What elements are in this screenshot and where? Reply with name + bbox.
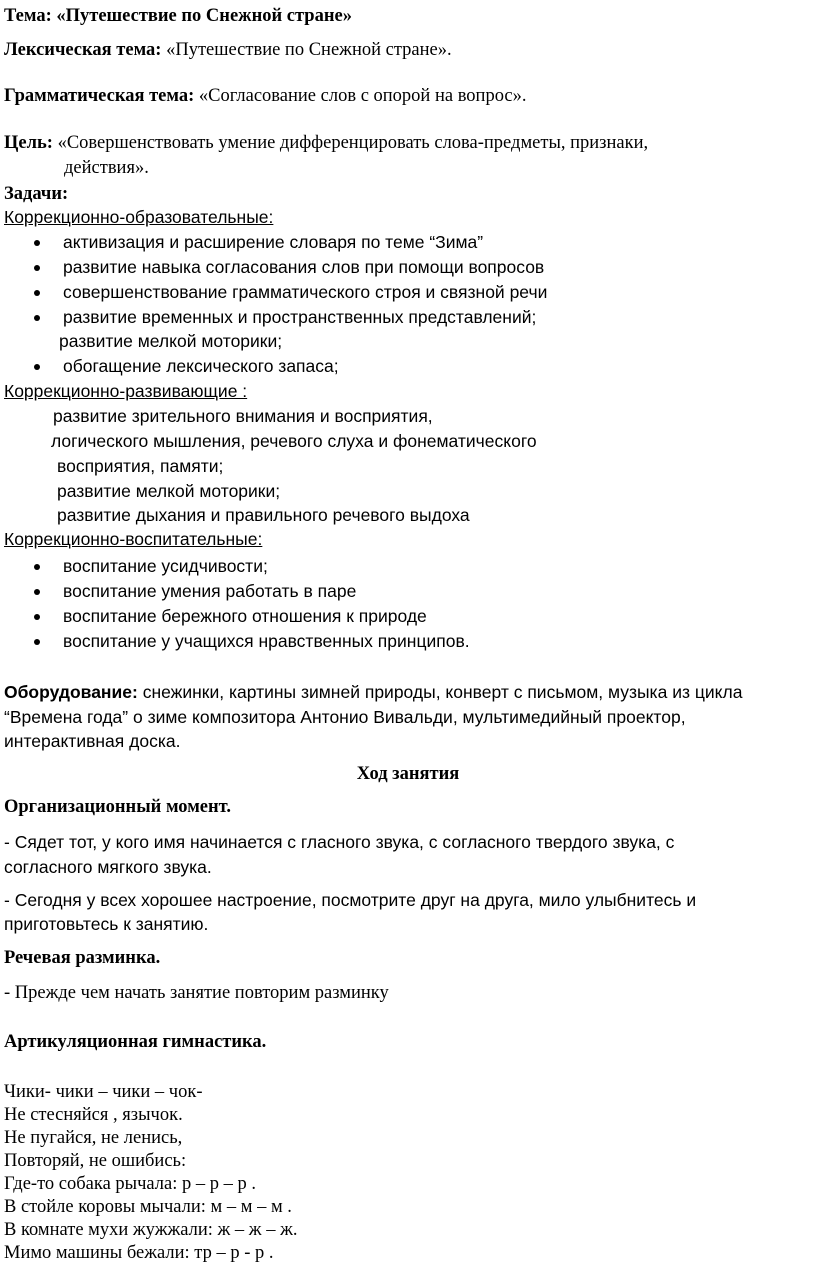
bullet-icon	[34, 315, 40, 321]
lexical-line	[4, 38, 452, 62]
bullet-icon	[34, 564, 40, 570]
bullet-icon	[34, 639, 40, 645]
goal-line-1	[4, 131, 648, 155]
tasks-label: Задачи:	[4, 184, 69, 204]
equipment-text-3: интерактивная доска.	[4, 731, 181, 751]
poem-line: Мимо машины бежали: тр – р - р .	[4, 1243, 274, 1263]
list-item: воспитание усидчивости;	[63, 556, 268, 576]
org-title: Организационный момент.	[4, 797, 231, 817]
org-paragraph-2-line-1: - Сегодня у всех хорошее настроение, посмотрите друг на друга, мило улыбнитесь и	[4, 890, 697, 910]
list-item: развитие дыхания и правильного речевого выдоха	[57, 505, 470, 525]
org-paragraph-2-line-2: приготовьтесь к занятию.	[4, 914, 209, 934]
grammar-line	[4, 84, 527, 108]
warmup-text: - Прежде чем начать занятие повторим разминку	[4, 983, 389, 1003]
poem-line: Где-то собака рычала: р – р – р .	[4, 1174, 256, 1194]
topic-value: «Путешествие по Снежной стране»	[56, 6, 352, 26]
bullet-icon	[34, 290, 40, 296]
goal-text-1: «Совершенствовать умение дифференцировать слова-предметы, признаки,	[57, 133, 649, 153]
poem-line: Повторяй, не ошибись:	[4, 1151, 187, 1171]
equipment-text-1: снежинки, картины зимней природы, конверт с письмом, музыка из цикла	[142, 682, 743, 702]
lexical-value: «Путешествие по Снежной стране».	[166, 40, 452, 60]
list-item: развитие временных и пространственных представлений;	[63, 307, 537, 327]
poem-line: Чики- чики – чики – чок-	[4, 1082, 203, 1102]
list-item: развитие навыка согласования слов при помощи вопросов	[63, 257, 545, 277]
list-item: логического мышления, речевого слуха и фонематического	[51, 431, 537, 451]
list-item: развитие зрительного внимания и восприятия,	[53, 406, 433, 426]
poem-line: В стойле коровы мычали: м – м – м .	[4, 1197, 292, 1217]
correction-development-title: Коррекционно-развивающие :	[4, 381, 248, 401]
grammar-label: Грамматическая тема:	[4, 86, 195, 106]
topic-label: Тема:	[4, 6, 52, 26]
list-item: воспитание у учащихся нравственных принципов.	[63, 631, 470, 651]
topic-line	[4, 4, 352, 28]
list-item: восприятия, памяти;	[57, 456, 224, 476]
bullet-icon	[34, 614, 40, 620]
poem-line: Не стесняйся , язычок.	[4, 1105, 183, 1125]
lesson-title: Ход занятия	[356, 764, 460, 784]
equipment-text-2: “Времена года” о зиме композитора Антонио Вивальди, мультимедийный проектор,	[4, 707, 686, 727]
equipment-line-1	[4, 680, 742, 704]
goal-label: Цель:	[4, 133, 53, 153]
list-item: развитие мелкой моторики;	[57, 481, 281, 501]
list-item: воспитание умения работать в паре	[63, 581, 357, 601]
goal-text-2: действия».	[64, 158, 149, 178]
list-item: обогащение лексического запаса;	[63, 356, 339, 376]
bullet-icon	[34, 589, 40, 595]
org-paragraph-1-line-2: согласного мягкого звука.	[4, 857, 212, 877]
list-item: развитие мелкой моторики;	[59, 331, 283, 351]
articulation-title: Артикуляционная гимнастика.	[4, 1032, 267, 1052]
org-paragraph-1-line-1: - Сядет тот, у кого имя начинается с гласного звука, с согласного твердого звука, с	[4, 832, 675, 852]
grammar-value: «Согласование слов с опорой на вопрос».	[198, 86, 527, 106]
poem-line: В комнате мухи жужжали: ж – ж – ж.	[4, 1220, 298, 1240]
poem-line: Не пугайся, не ленись,	[4, 1128, 183, 1148]
lexical-label: Лексическая тема:	[4, 40, 162, 60]
list-item: активизация и расширение словаря по теме “Зима”	[63, 232, 484, 252]
bullet-icon	[34, 364, 40, 370]
correction-upbringing-title: Коррекционно-воспитательные:	[4, 529, 263, 549]
list-item: совершенствование грамматического строя и связной речи	[63, 282, 548, 302]
equipment-label: Оборудование:	[4, 682, 138, 702]
bullet-icon	[34, 265, 40, 271]
correction-education-title: Коррекционно-образовательные:	[4, 207, 274, 227]
bullet-icon	[34, 240, 40, 246]
warmup-title: Речевая разминка.	[4, 948, 161, 968]
list-item: воспитание бережного отношения к природе	[63, 606, 427, 626]
